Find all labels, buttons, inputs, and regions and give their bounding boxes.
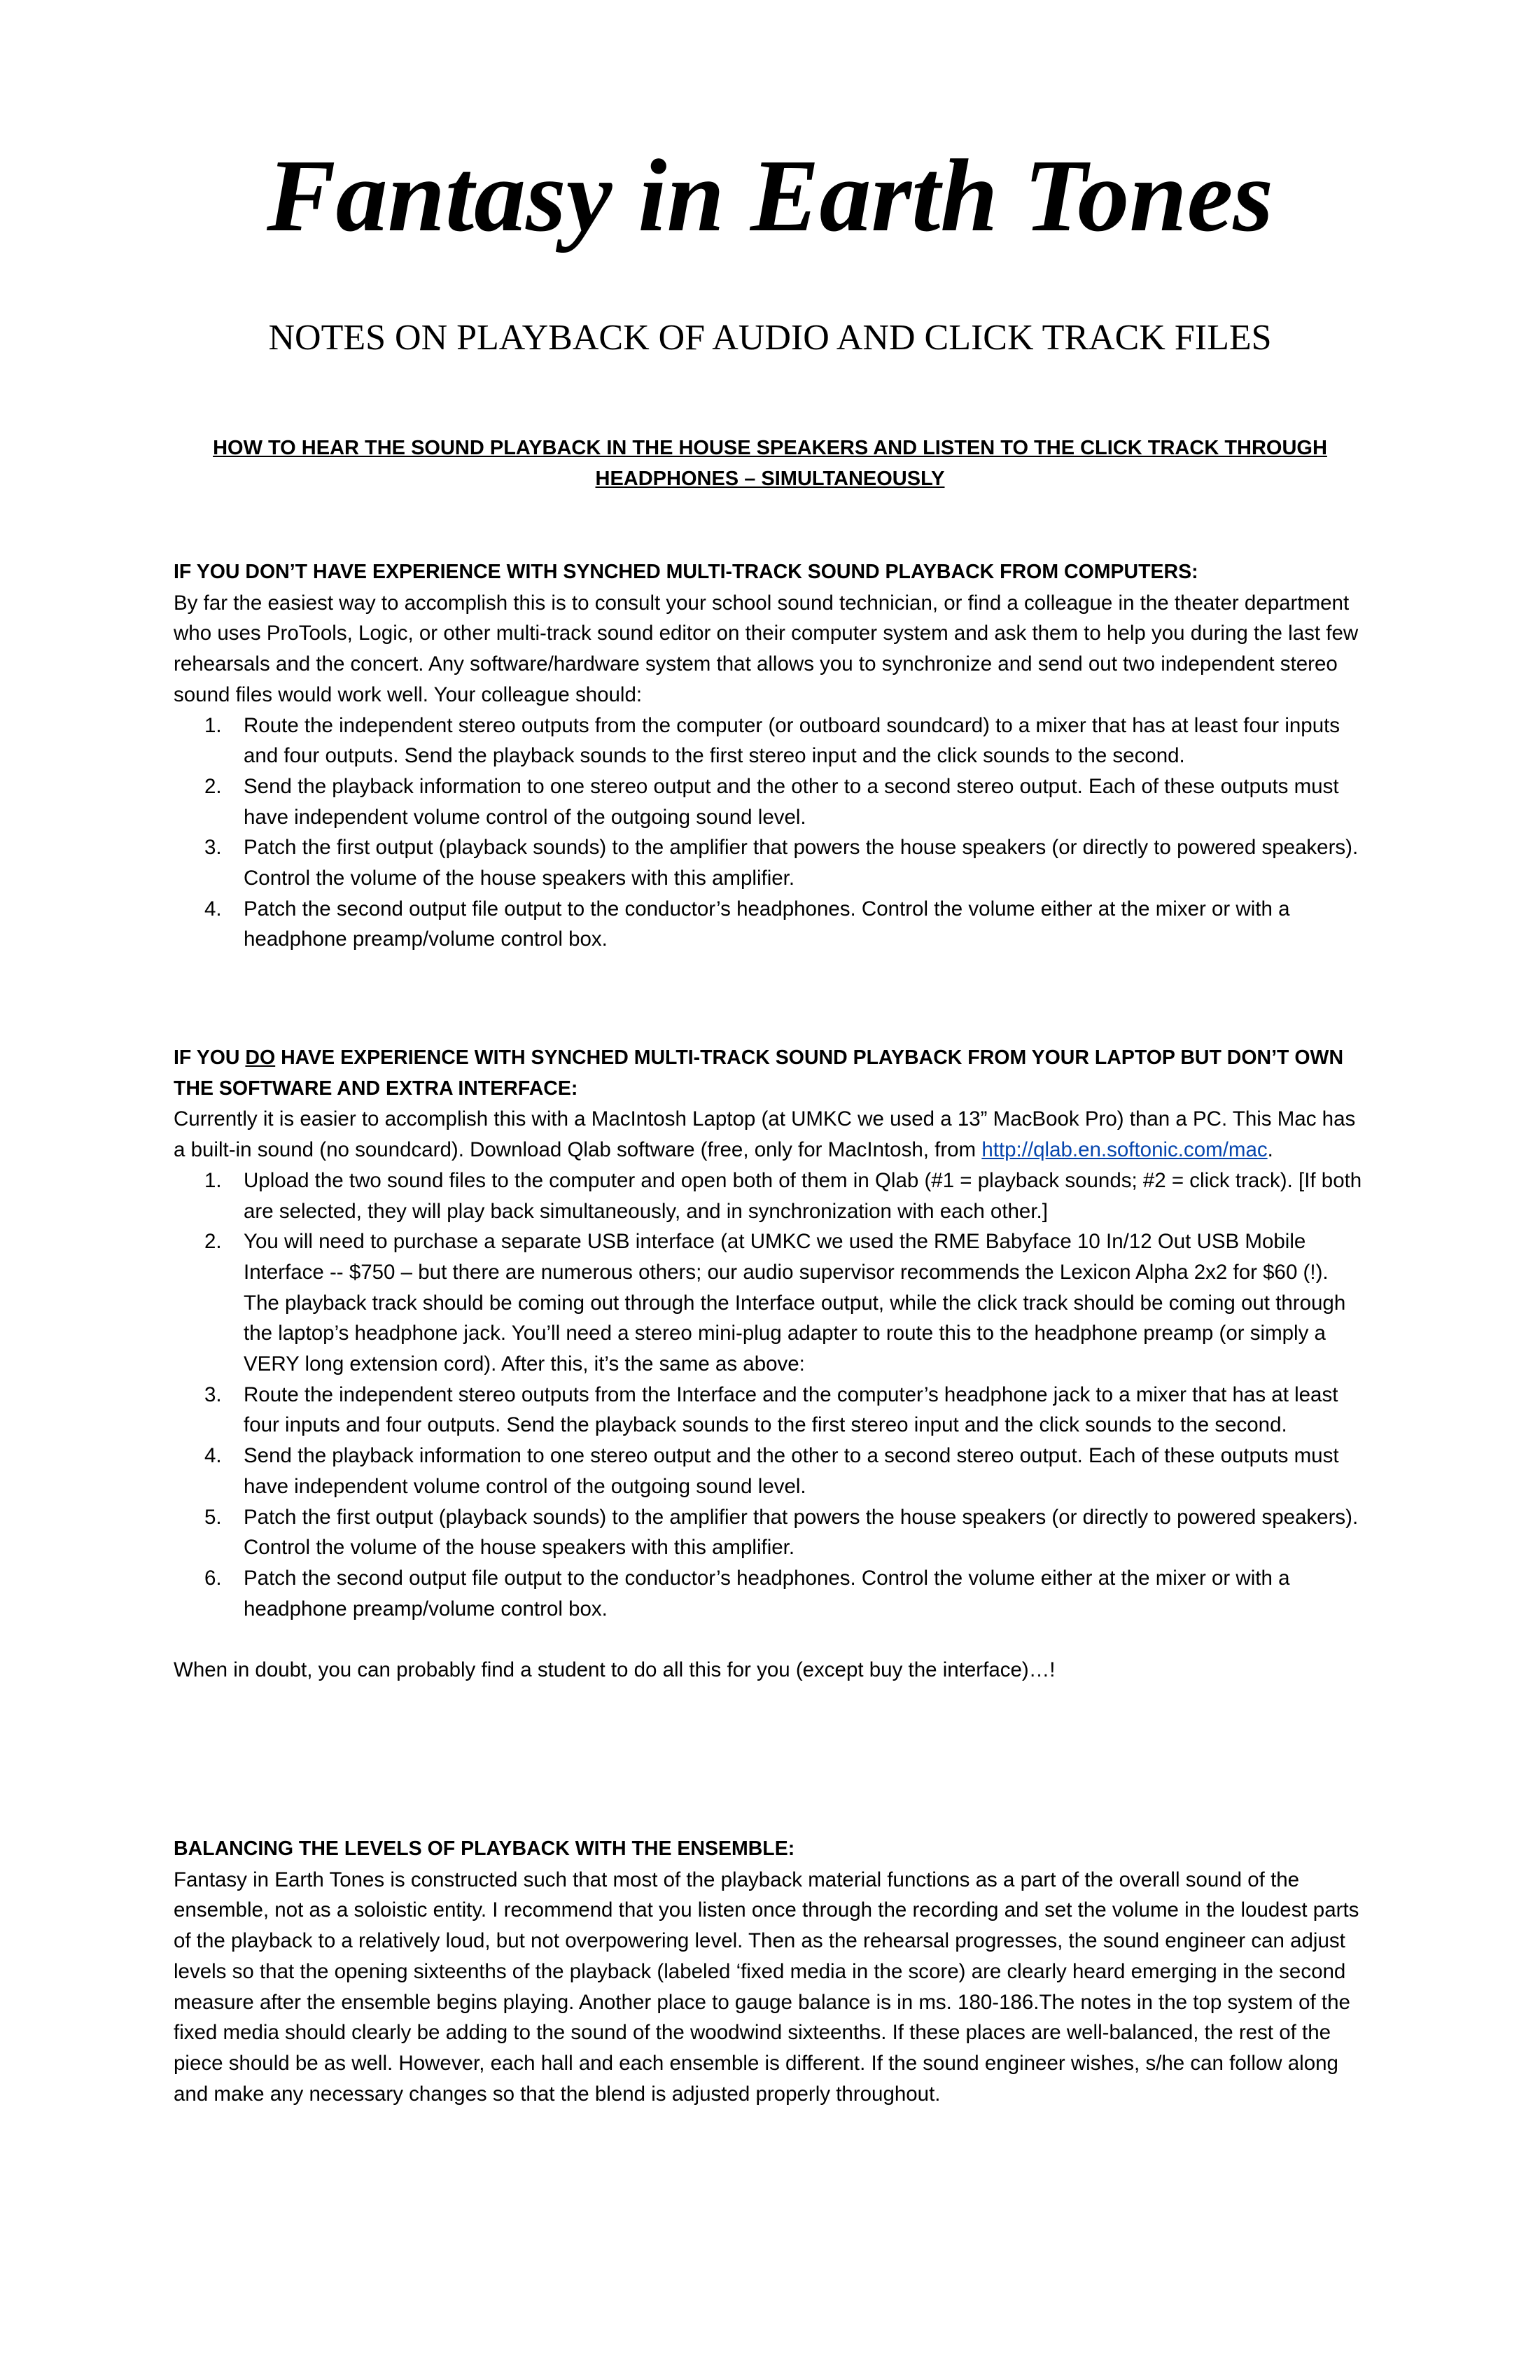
list-number: 5. — [204, 1505, 222, 1529]
qlab-download-link[interactable]: http://qlab.en.softonic.com/mac — [981, 1138, 1268, 1162]
section-no-experience — [174, 557, 1364, 955]
section3-text: Fantasy in Earth Tones is constructed such that most of the playback material functions as a part of the overall sound of the ensemble, not as a soloistic entity. I recommend that you listen once through the recording and set the volume in the loudest parts of the playback to a relatively loud, but not overpowering level. Then as the rehearsal progresses, the sound engineer can adjust levels so that the opening sixteenths of the playback (labeled ‘fixed media in the score) are clearly heard emerging in the second measure after the ensemble begins playing. Another place to gauge balance is in ms. 180-186.The notes in the top system of the fixed media should clearly be adding to the sound of the woodwind sixteenths. If these places are well-balanced, the rest of the piece should be as well. However, each hall and each ensemble is different. If the sound engineer wishes, s/he can follow along and make any necessary changes so that the blend is adjusted properly throughout. — [174, 1868, 1359, 2106]
list-number: 4. — [204, 1444, 222, 1468]
section2-heading-pre: IF YOU — [174, 1046, 246, 1069]
document-title: Fantasy in Earth Tones — [266, 139, 1273, 253]
list-text: Upload the two sound files to the computer and open both of them in Qlab (#1 = playback sounds; #2 = click track). [If both are selected, they will play back simultaneously, and in synchronization with each other.] — [244, 1168, 1362, 1223]
section2-intro-end: . — [1267, 1138, 1273, 1162]
section2-closing: When in doubt, you can probably find a student to do all this for you (except buy the interface)…! — [174, 1658, 1056, 1682]
list-item — [174, 1502, 1364, 1563]
list-number: 1. — [204, 713, 222, 737]
list-number: 3. — [204, 836, 222, 860]
section1-intro: By far the easiest way to accomplish this is to consult your school sound technician, or find a colleague in the theater department who uses ProTools, Logic, or other multi-track sound editor on their computer system and ask them to help you during the last few rehearsals and the concert. Any software/hardware system that allows you to synchronize and send out two independent stereo sound files would work well. Your colleague should: — [174, 591, 1359, 706]
list-item — [174, 894, 1364, 955]
list-text: Route the independent stereo outputs from the computer (or outboard soundcard) to a mixer that has at least four inputs and four outputs. Send the playback sounds to the first stereo input and the click sounds to the second. — [244, 713, 1340, 768]
list-item — [174, 1166, 1364, 1226]
list-item — [174, 1563, 1364, 1624]
list-text: Send the playback information to one stereo output and the other to a second stereo output. Each of these outputs must have independent volume control of the outgoing sound level. — [244, 774, 1339, 829]
section2-heading — [174, 1043, 1364, 1104]
list-text: Patch the first output (playback sounds) to the amplifier that powers the house speakers (or directly to powered speakers). Control the volume of the house speakers with this amplifier. — [244, 836, 1359, 890]
list-text: Patch the first output (playback sounds) to the amplifier that powers the house speakers (or directly to powered speakers). Control the volume of the house speakers with this amplifier. — [244, 1505, 1359, 1560]
list-number: 3. — [204, 1382, 222, 1406]
section2-heading-do: DO — [245, 1046, 276, 1069]
list-item — [174, 1226, 1364, 1380]
section1-steps — [174, 710, 1364, 955]
list-item — [174, 771, 1364, 832]
section3-heading: BALANCING THE LEVELS OF PLAYBACK WITH THE ENSEMBLE: — [174, 1837, 795, 1860]
list-number: 2. — [204, 1230, 222, 1254]
list-item — [174, 1380, 1364, 1441]
list-number: 6. — [204, 1566, 222, 1590]
section2-intro-text: Currently it is easier to accomplish this with a MacIntosh Laptop (at UMKC we used a 13” MacBook Pro) than a PC. This Mac has a built-in sound (no soundcard). Download Qlab software (free, only for MacIntosh, from — [174, 1107, 1356, 1162]
list-item — [174, 710, 1364, 771]
list-item — [174, 832, 1364, 893]
section2-heading-post: HAVE EXPERIENCE WITH SYNCHED MULTI-TRACK SOUND PLAYBACK FROM YOUR LAPTOP BUT DON’T OWN THE SOFTWARE AND EXTRA INTERFACE: — [174, 1046, 1344, 1100]
section2-intro — [174, 1104, 1364, 1165]
section1-heading: IF YOU DON’T HAVE EXPERIENCE WITH SYNCHED MULTI-TRACK SOUND PLAYBACK FROM COMPUTERS: — [174, 561, 1198, 583]
section-balancing — [174, 1834, 1364, 2109]
list-number: 2. — [204, 774, 222, 798]
list-text: Send the playback information to one stereo output and the other to a second stereo output. Each of these outputs must have independent volume control of the outgoing sound level. — [244, 1444, 1339, 1498]
section2-steps — [174, 1166, 1364, 1625]
list-item — [174, 1441, 1364, 1502]
main-heading: HOW TO HEAR THE SOUND PLAYBACK IN THE HOUSE SPEAKERS AND LISTEN TO THE CLICK TRACK THROUGH HEADPHONES – SIMULTANEOUSLY — [213, 437, 1327, 490]
list-text: Patch the second output file output to the conductor’s headphones. Control the volume either at the mixer or with a headphone preamp/volume control box. — [244, 897, 1290, 951]
list-text: Patch the second output file output to the conductor’s headphones. Control the volume either at the mixer or with a headphone preamp/volume control box. — [244, 1566, 1290, 1620]
list-text: Route the independent stereo outputs from the Interface and the computer’s headphone jack to a mixer that has at least four inputs and four outputs. Send the playback sounds to the first stereo input and the click sounds to the second. — [244, 1382, 1338, 1437]
spacer — [174, 1624, 1364, 1655]
list-text: You will need to purchase a separate USB interface (at UMKC we used the RME Babyface 10 In/12 Out USB Mobile Interface -- $750 – but there are numerous others; our audio supervisor recommends the Lexicon Alpha 2x2 for $60 (!). The playback track should be coming out through the Interface output, while the click track should be coming out through the laptop’s headphone jack. You’ll need a stereo mini-plug adapter to route this to the headphone preamp (or simply a VERY long extension cord). After this, it’s the same as above: — [244, 1230, 1346, 1376]
document-subtitle: NOTES ON PLAYBACK OF AUDIO AND CLICK TRACK FILES — [268, 318, 1272, 358]
list-number: 4. — [204, 897, 222, 920]
list-number: 1. — [204, 1168, 222, 1192]
section-with-experience — [174, 1043, 1364, 1686]
